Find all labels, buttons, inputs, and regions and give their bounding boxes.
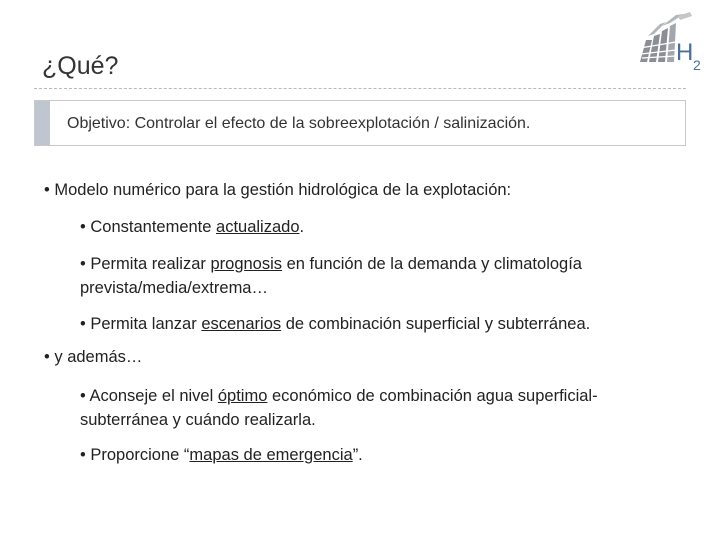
bullet-escenarios (80, 312, 590, 336)
underlined-term: actualizado (216, 218, 300, 236)
underlined-term: mapas de emergencia (189, 446, 353, 464)
underlined-term: óptimo (217, 387, 268, 405)
h2-dome-logo (632, 4, 708, 76)
bullet-mapas (80, 443, 363, 467)
bullet-modelo: • Modelo numérico para la gestión hidrológica de la explotación: (44, 181, 512, 199)
bullet-text: • Constantemente (80, 218, 217, 236)
bullet-text-line2: prevista/media/extrema… (80, 279, 268, 297)
bullet-text: . (299, 218, 305, 236)
bullet-text: económico de combinación agua superficial- (267, 387, 598, 405)
bullet-text: en función de la demanda y climatología (282, 255, 582, 273)
bullet-text: ”. (352, 446, 363, 464)
bullet-optimo (80, 384, 598, 432)
bullet-text-line2: subterránea y cuándo realizarla. (80, 411, 316, 429)
bullet-text: • Aconseje el nivel (80, 387, 218, 405)
bullet-actualizado (80, 215, 304, 239)
svg-text:H: H (676, 39, 694, 66)
bullet-prognosis (80, 252, 582, 300)
bullet-y-ademas: • y además… (44, 348, 143, 366)
objective-accent-bar (35, 101, 50, 145)
objective-text: Objetivo: Controlar el efecto de la sobreexplotación / salinización. (67, 115, 531, 132)
title-divider (34, 88, 686, 89)
bullet-text: • Proporcione “ (80, 446, 190, 464)
bullet-text: de combinación superficial y subterránea. (281, 315, 591, 333)
svg-text:2: 2 (693, 57, 701, 73)
objective-box (34, 100, 686, 146)
bullet-text: • Permita realizar (80, 255, 211, 273)
underlined-term: prognosis (210, 255, 283, 273)
bullet-text: • Permita lanzar (80, 315, 202, 333)
underlined-term: escenarios (201, 315, 282, 333)
slide-title: ¿Qué? (42, 52, 119, 80)
